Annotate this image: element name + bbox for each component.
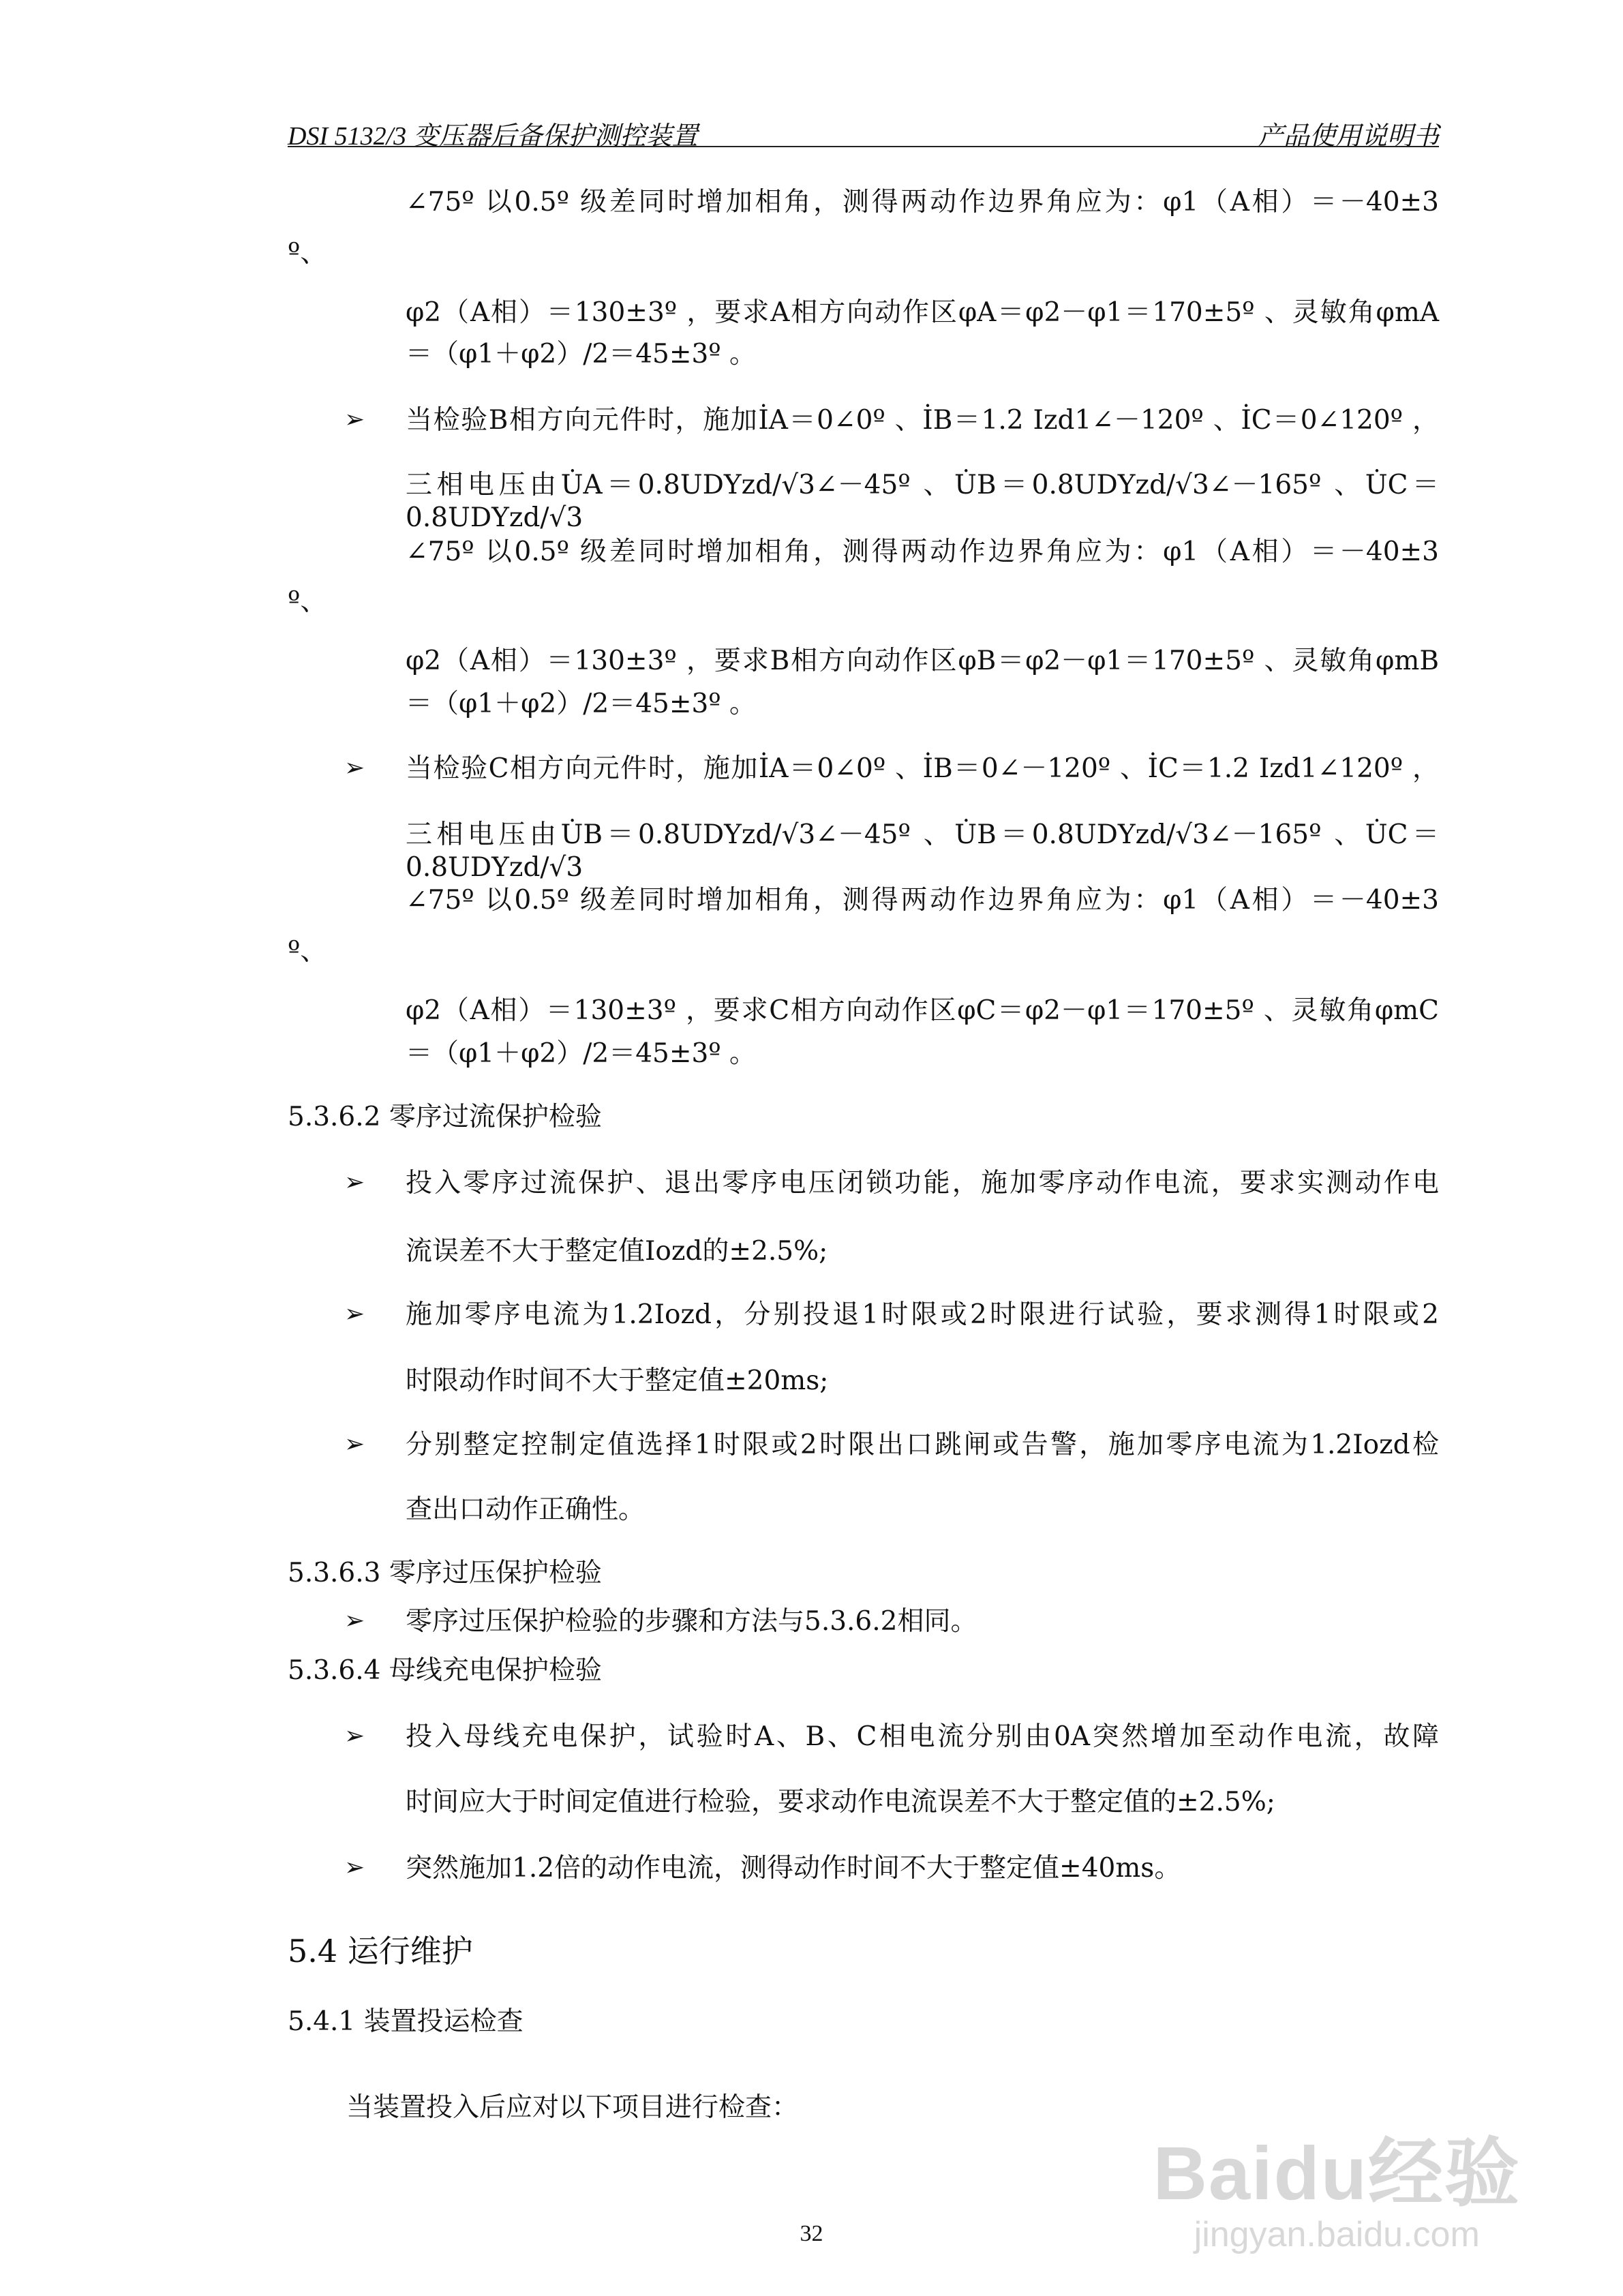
body-line: 三相电压由U̇A＝0.8UDYzd/√3∠－45º 、U̇B＝0.8UDYzd/√3∠－165º 、U̇C＝0.8UDYzd/√3 (406, 470, 1439, 533)
body-line: º、 (288, 238, 327, 269)
bullet-icon: ➢ (344, 754, 365, 782)
bullet-icon: ➢ (344, 1300, 365, 1328)
page-number: 32 (800, 2221, 823, 2246)
body-line: 查出口动作正确性。 (406, 1494, 646, 1525)
watermark-brand: Baidu经验 (1153, 2132, 1521, 2216)
body-line: φ2（A相）＝130±3º ，要求B相方向动作区φB＝φ2－φ1＝170±5º 、灵敏角φmB (406, 646, 1439, 676)
body-line: 时间应大于时间定值进行检验，要求动作电流误差不大于整定值的±2.5%; (406, 1787, 1275, 1817)
body-line: ∠75º 以0.5º 级差同时增加相角，测得两动作边界角应为：φ1（A相）＝－40±3 (406, 537, 1439, 567)
body-line: 突然施加1.2倍的动作电流，测得动作时间不大于整定值±40ms。 (406, 1853, 1181, 1884)
body-line: ＝（φ1＋φ2）/2＝45±3º 。 (406, 339, 757, 369)
header-right: 产品使用说明书 (1257, 122, 1439, 151)
bullet-icon: ➢ (344, 1854, 365, 1882)
bullet-icon: ➢ (344, 1168, 365, 1196)
header-title: DSI 5132/3 变压器后备保护测控装置 (288, 122, 698, 151)
section-heading: 5.3.6.2 零序过流保护检验 (288, 1102, 602, 1132)
body-line: º、 (288, 586, 327, 617)
body-line: ∠75º 以0.5º 级差同时增加相角，测得两动作边界角应为：φ1（A相）＝－40±3 (406, 885, 1439, 916)
body-line: 时限动作时间不大于整定值±20ms; (406, 1365, 829, 1396)
watermark-url: jingyan.baidu.com (1194, 2215, 1480, 2254)
chapter-heading: 5.4 运行维护 (288, 1933, 473, 1969)
watermark-logo (1153, 2113, 1521, 2255)
body-line: ＝（φ1＋φ2）/2＝45±3º 。 (406, 689, 757, 719)
body-line: ∠75º 以0.5º 级差同时增加相角，测得两动作边界角应为：φ1（A相）＝－40±3 (406, 187, 1439, 217)
body-line: 零序过压保护检验的步骤和方法与5.3.6.2相同。 (406, 1606, 977, 1637)
body-line: 投入零序过流保护、退出零序电压闭锁功能，施加零序动作电流，要求实测动作电 (406, 1168, 1439, 1198)
body-line: 施加零序电流为1.2Iozd，分别投退1时限或2时限进行试验，要求测得1时限或2 (406, 1299, 1439, 1330)
body-line: 当检验C相方向元件时，施加İA＝0∠0º 、İB＝0∠－120º 、İC＝1.2 Izd1∠120º ， (406, 753, 1439, 784)
bullet-icon: ➢ (344, 1607, 365, 1635)
subsection-heading: 5.4.1 装置投运检查 (288, 2006, 524, 2037)
body-line: 分别整定控制定值选择1时限或2时限出口跳闸或告警，施加零序电流为1.2Iozd检 (406, 1430, 1439, 1460)
body-line: 当装置投入后应对以下项目进行检查： (346, 2092, 799, 2123)
body-line: 投入母线充电保护，试验时A、B、C相电流分别由0A突然增加至动作电流，故障 (406, 1721, 1439, 1752)
body-line: º、 (288, 936, 327, 967)
body-line: 当检验B相方向元件时，施加İA＝0∠0º 、İB＝1.2 Izd1∠－120º 、İC＝0∠120º ， (406, 405, 1439, 436)
section-heading: 5.3.6.3 零序过压保护检验 (288, 1558, 602, 1588)
body-line: ＝（φ1＋φ2）/2＝45±3º 。 (406, 1038, 757, 1069)
section-heading: 5.3.6.4 母线充电保护检验 (288, 1655, 602, 1686)
body-line: φ2（A相）＝130±3º ，要求A相方向动作区φA＝φ2－φ1＝170±5º 、灵敏角φmA (406, 297, 1439, 328)
body-line: 流误差不大于整定值Iozd的±2.5%; (406, 1236, 828, 1267)
bullet-icon: ➢ (344, 406, 365, 434)
body-line: 三相电压由U̇B＝0.8UDYzd/√3∠－45º 、U̇B＝0.8UDYzd/√3∠－165º 、U̇C＝0.8UDYzd/√3 (406, 819, 1439, 883)
bullet-icon: ➢ (344, 1430, 365, 1458)
body-line: φ2（A相）＝130±3º ，要求C相方向动作区φC＝φ2－φ1＝170±5º 、灵敏角φmC (406, 995, 1439, 1026)
header-divider (288, 146, 1439, 147)
bullet-icon: ➢ (344, 1722, 365, 1750)
